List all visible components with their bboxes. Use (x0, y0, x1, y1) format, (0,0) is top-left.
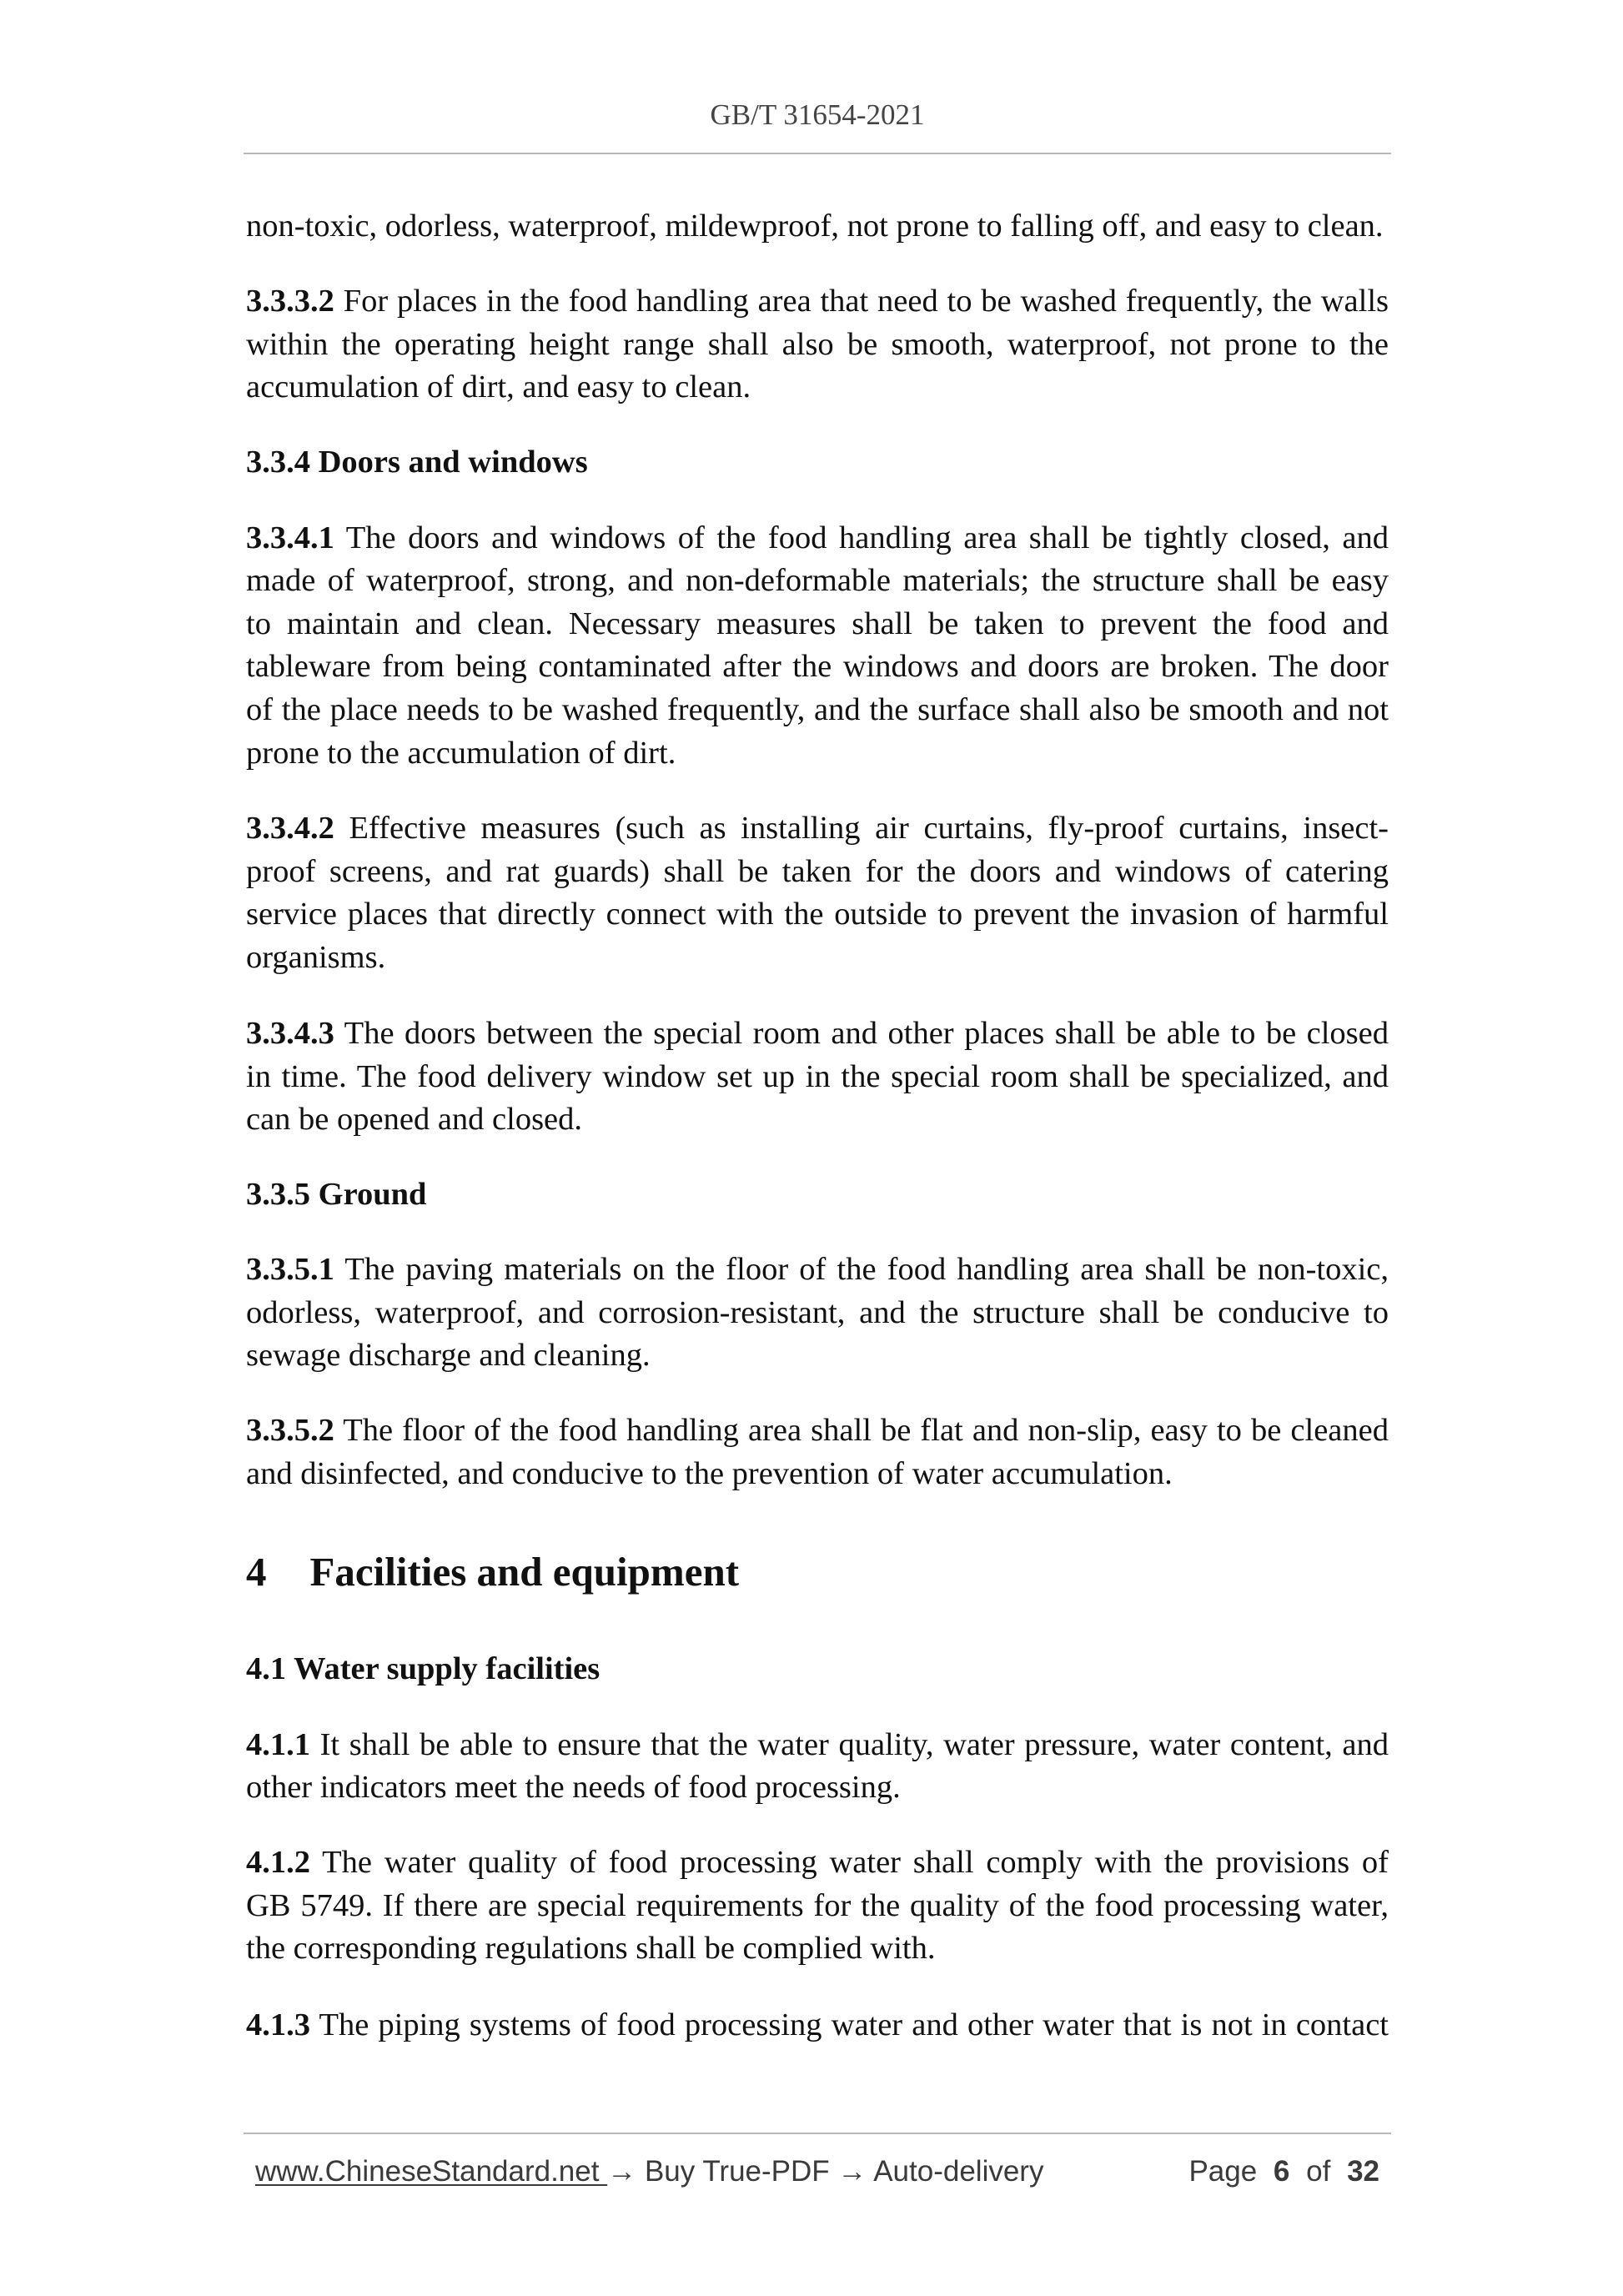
paragraph-line (246, 807, 1389, 851)
paragraph-line: tableware from being contaminated after the windows and doors are broken. The door (246, 649, 1389, 685)
paragraph-line: made of waterproof, strong, and non-deformable materials; the structure shall be easy (246, 563, 1389, 599)
heading-title: Water supply facilities (294, 1651, 600, 1686)
clause-3-3-4-1 (246, 517, 1389, 776)
paragraph-line (246, 280, 1389, 324)
paragraph-line: of the place needs to be washed frequently, and the surface shall also be smooth and not (246, 692, 1389, 728)
clause-3-3-4-2 (246, 807, 1389, 980)
heading-number: 4.1 (246, 1651, 287, 1686)
line-text: The doors between the special room and other places shall be able to be closed (344, 1016, 1389, 1051)
paragraph-line (246, 1248, 1389, 1292)
clause-4-1-1 (246, 1724, 1389, 1810)
line-text: The floor of the food handling area shall be flat and non-slip, easy to be cleaned (343, 1413, 1389, 1448)
line-text: For places in the food handling area that need to be washed frequently, the walls (343, 284, 1389, 319)
line-text: The piping systems of food processing water and other water that is not in contact (319, 2007, 1389, 2042)
chapter-heading (246, 1547, 1389, 1597)
clause-3-3-5-1 (246, 1248, 1389, 1378)
line-text: The paving materials on the floor of the food handling area shall be non-toxic, (344, 1252, 1389, 1287)
paragraph-line: non-toxic, odorless, waterproof, mildewproof, not prone to falling off, and easy to clean. (246, 208, 1384, 244)
paragraph-line: odorless, waterproof, and corrosion-resistant, and the structure shall be conducive to (246, 1294, 1389, 1330)
document-code-header: GB/T 31654-2021 (710, 98, 925, 131)
clause-number: 4.1.1 (246, 1726, 310, 1762)
line-text: The water quality of food processing water shall comply with the provisions of (322, 1845, 1389, 1880)
header-rule (244, 153, 1391, 154)
heading-title: Ground (318, 1177, 427, 1212)
paragraph-line: within the operating height range shall also be smooth, waterproof, not prone to the (246, 326, 1389, 362)
paragraph-line: organisms. (246, 939, 386, 975)
subsection-heading (246, 1173, 1389, 1217)
clause-3-3-5-2 (246, 1409, 1389, 1495)
paragraph-line: prone to the accumulation of dirt. (246, 735, 676, 771)
heading-3-3-5 (246, 1173, 1389, 1217)
paragraph-line: service places that directly connect with the outside to prevent the invasion of harmful (246, 897, 1389, 932)
paragraph-line (246, 1724, 1389, 1767)
paragraph-line: other indicators meet the needs of food processing. (246, 1770, 901, 1806)
chapter-4-heading (246, 1547, 1389, 1597)
arrow-right-icon: → (837, 2155, 867, 2188)
paragraph-line (246, 1012, 1389, 1056)
paragraph-line (246, 2004, 1389, 2047)
heading-3-3-4 (246, 441, 1389, 485)
heading-title: Doors and windows (318, 445, 588, 480)
clause-number: 3.3.4.1 (246, 520, 334, 555)
arrow-right-icon: → (607, 2155, 637, 2188)
site-link[interactable] (255, 2155, 607, 2188)
footer-rule (244, 2133, 1391, 2134)
buy-label: Buy True-PDF (644, 2155, 830, 2188)
paragraph-line (246, 517, 1389, 560)
paragraph-line: sewage discharge and cleaning. (246, 1338, 651, 1374)
paragraph-line: to maintain and clean. Necessary measures shall be taken to prevent the food and (246, 605, 1389, 641)
paragraph-line: can be opened and closed. (246, 1102, 583, 1138)
heading-number: 3.3.4 (246, 445, 310, 480)
delivery-label: Auto-delivery (873, 2155, 1044, 2188)
clause-4-1-2 (246, 1841, 1389, 1971)
clause-4-1-3 (246, 2004, 1389, 2047)
paragraph-line: the corresponding regulations shall be complied with. (246, 1931, 936, 1967)
clause-number: 4.1.2 (246, 1845, 310, 1880)
subsection-heading (246, 441, 1389, 485)
paragraph-line (246, 1409, 1389, 1453)
paragraph-line: GB 5749. If there are special requirements for the quality of the food processing water, (246, 1887, 1389, 1923)
clause-number: 3.3.5.2 (246, 1413, 334, 1448)
line-text: It shall be able to ensure that the water quality, water pressure, water content, and (319, 1726, 1389, 1762)
chapter-title: Facilities and equipment (309, 1548, 740, 1595)
clause-number: 3.3.5.1 (246, 1252, 334, 1287)
chapter-number: 4 (246, 1548, 267, 1595)
line-text: The doors and windows of the food handling area shall be tightly closed, and (345, 520, 1389, 555)
paragraph-line: accumulation of dirt, and easy to clean. (246, 369, 751, 405)
footer-promo (255, 2155, 1043, 2188)
clause-number: 3.3.3.2 (246, 284, 334, 319)
paragraph-line (246, 1841, 1389, 1885)
heading-number: 3.3.5 (246, 1177, 310, 1212)
clause-3-3-3-2 (246, 280, 1389, 409)
page-label: Page (1188, 2155, 1258, 2188)
total-pages-number: 32 (1347, 2155, 1379, 2188)
paragraph-line: proof screens, and rat guards) shall be taken for the doors and windows of catering (246, 853, 1389, 889)
clause-number: 3.3.4.2 (246, 811, 334, 846)
site-link-text: www.ChineseStandard.net (255, 2155, 600, 2188)
heading-4-1 (246, 1648, 1389, 1691)
current-page-number: 6 (1273, 2155, 1290, 2188)
clause-3-3-4-3 (246, 1012, 1389, 1142)
section-heading (246, 1648, 1389, 1691)
of-label: of (1306, 2155, 1331, 2188)
clause-number: 3.3.4.3 (246, 1016, 334, 1051)
paragraph-line: and disinfected, and conducive to the prevention of water accumulation. (246, 1455, 1173, 1491)
clause-number: 4.1.3 (246, 2007, 310, 2042)
line-text: Effective measures (such as installing air curtains, fly-proof curtains, insect- (349, 811, 1389, 846)
paragraph-line: in time. The food delivery window set up in the special room shall be specialized, and (246, 1058, 1389, 1094)
continued-paragraph (246, 205, 1389, 249)
page-indicator (1188, 2155, 1379, 2188)
